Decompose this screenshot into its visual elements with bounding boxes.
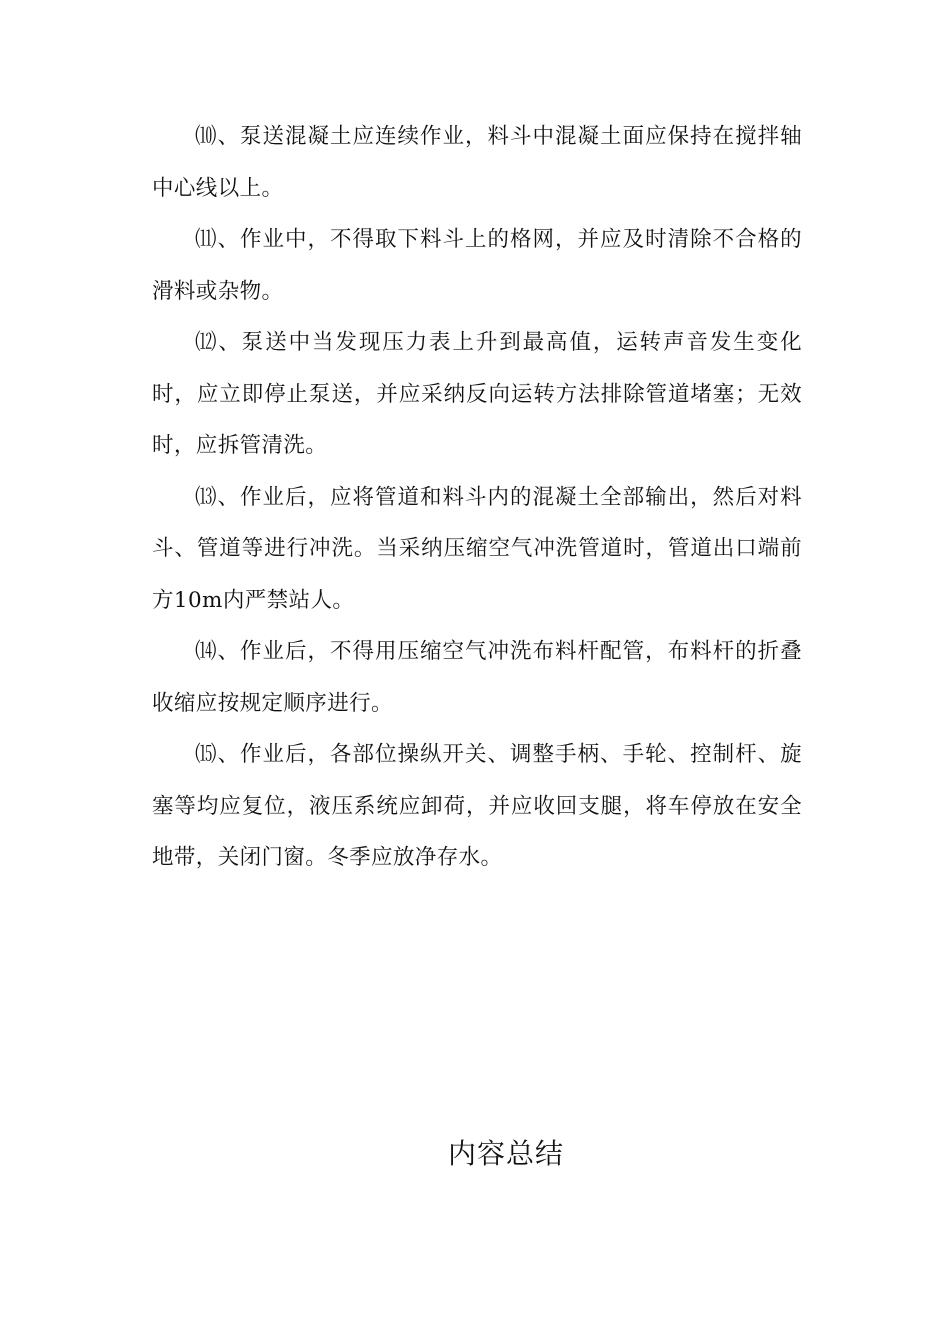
paragraph-11: ⑾、作业中，不得取下料斗上的格网，并应及时清除不合格的滑料或杂物。 xyxy=(152,227,802,304)
paragraph-14: ⒁、作业后，不得用压缩空气冲洗布料杆配管，布料杆的折叠收缩应按规定顺序进行。 xyxy=(152,639,802,716)
summary-heading: 内容总结 xyxy=(447,1137,564,1170)
document-body xyxy=(152,111,802,884)
paragraph-12: ⑿、泵送中当发现压力表上升到最高值，运转声音发生变化时，应立即停止泵送，并应采纳反向运转方法排除管道堵塞；无效时，应拆管清洗。 xyxy=(152,330,802,458)
paragraph-15: ⒂、作业后，各部位操纵开关、调整手柄、手轮、控制杆、旋塞等均应复位，液压系统应卸荷，并应收回支腿，将车停放在安全地带，关闭门窗。冬季应放净存水。 xyxy=(152,742,802,870)
paragraph-13: ⒀、作业后，应将管道和料斗内的混凝土全部输出，然后对料斗、管道等进行冲洗。当采纳压缩空气冲洗管道时，管道出口端前方10m内严禁站人。 xyxy=(152,484,802,613)
paragraph-10: ⑽、泵送混凝土应连续作业，料斗中混凝土面应保持在搅拌轴中心线以上。 xyxy=(152,124,802,201)
